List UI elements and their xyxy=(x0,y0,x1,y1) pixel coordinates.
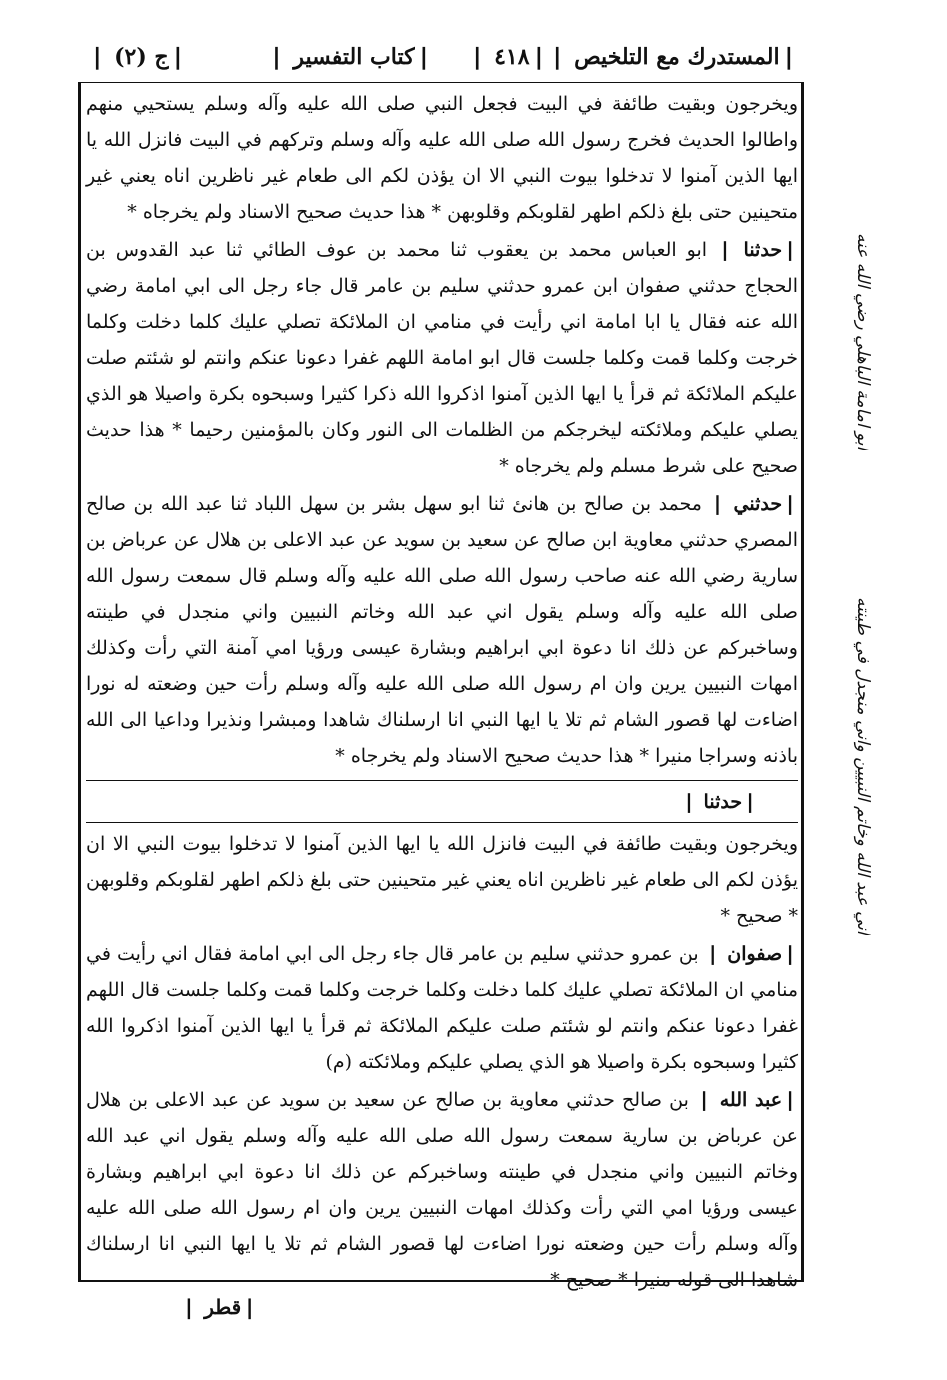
paragraph-text: محمد بن صالح بن هانئ ثنا ابو سهل بشر بن سهل اللباد ثنا عبد الله بن صالح المصري حدثني معاوية ابن صالح عن سعيد بن سويد عن عبد الاعلى بن هلال عن عرباض بن سارية رضي الله عنه صاحب رسول الله صلى الله عليه وآله وسلم قال سمعت رسول الله صلى الله عليه وآله وسلم يقول اني عبد الله وخاتم النبيين واني منجدل في طينته وساخبركم عن ذلك انا دعوة ابي ابراهيم وبشارة عيسى ورؤيا امي آمنة التي رأت وكذلك امهات النبيين يرين وان ام رسول الله صلى الله عليه وآله وسلم رأت حين وضعته له نورا اضاءت لها قصور الشام ثم تلا يا ايها النبي انا ارسلناك شاهدا ومبشرا ونذيرا وداعيا الى الله باذنه وسراجا منيرا * هذا حديث صحيح الاسناد ولم يخرجاه * xyxy=(86,493,798,767)
margin-note-2: اني عبد الله وخاتم النبيين واني منجدل في طينته xyxy=(853,597,873,935)
page-number: ❘ ٤١٨ ❘ xyxy=(468,44,548,70)
hadith-lead: ❘ حدثني ❘ xyxy=(710,493,799,515)
paragraph xyxy=(86,1082,798,1298)
paragraph xyxy=(86,232,798,484)
hadith-lead: ❘ عبد الله ❘ xyxy=(696,1089,798,1111)
volume-label: ❘ ج (٢) ❘ xyxy=(88,44,187,70)
hadith-lead: ❘ حدثنا ❘ xyxy=(717,239,798,261)
talkhis-heading xyxy=(86,784,798,820)
margin-note-1: ابو امامة الباهلي رضي الله عنه xyxy=(853,232,873,450)
footer-label: ❘ قطر ❘ xyxy=(180,1295,258,1319)
chapter-title: ❘ كتاب التفسير ❘ xyxy=(267,44,433,70)
paragraph-text: ابو العباس محمد بن يعقوب ثنا محمد بن عوف الطائي ثنا عبد القدوس بن الحجاج حدثني صفوان ابن عمرو حدثني سليم بن عامر قال جاء رجل الى ابي امامة رضي الله عنه فقال يا ابا امامة اني رأيت في منامي ان الملائكة تصلي عليك كلما دخلت وكلما خرجت وكلما قمت وكلما جلست قال ابو امامة اللهم غفرا دعونا عنكم وانتم لو شئتم صلت عليكم الملائكة ثم قرأ يا ايها الذين آمنوا اذكروا الله ذكرا كثيرا وسبحوه بكرة واصيلا هو الذي يصلي عليكم وملائكته ليخرجكم من الظلمات الى النور وكان بالمؤمنين رحيما * هذا حديث صحيح على شرط مسلم ولم يخرجاه * xyxy=(86,239,798,477)
paragraph-text: بن عمرو حدثني سليم بن عامر قال جاء رجل الى ابي امامة فقال اني رأيت في منامي ان الملائكة تصلي عليك كلما دخلت وكلما خرجت وكلما قمت وكلما جلست قال اللهم غفرا دعونا عنكم وانتم لو شئتم صلت عليكم الملائكة ثم قرأ يا ايها الذين آمنوا اذكروا الله كثيرا وسبحوه بكرة واصيلا هو الذي يصلي عليكم وملائكته (م) xyxy=(86,943,798,1073)
book-title: ❘ المستدرك مع التلخيص ❘ xyxy=(548,44,798,70)
paragraph xyxy=(86,486,798,774)
section-divider xyxy=(86,822,798,823)
paragraph-text: بن صالح حدثني معاوية بن صالح عن سعيد بن سويد عن عبد الاعلى بن هلال عن عرباض بن سارية سمعت رسول الله صلى الله عليه وآله وسلم يقول اني عبد الله وخاتم النبيين واني منجدل في طينته وساخبركم عن ذلك انا دعوة ابي ابراهيم وبشارة عيسى ورؤيا امي التي رأت وكذلك امهات النبيين يرين وان ام رسول الله صلى الله عليه وآله وسلم رأت حين وضعته نورا اضاءت لها قصور الشام ثم تلا يا ايها النبي انا ارسلناك شاهدا الى قوله منيرا * صحيح * xyxy=(86,1089,798,1291)
paragraph xyxy=(86,936,798,1080)
paragraph-text: ويخرجون وبقيت طائفة في البيت فانزل الله يا ايها الذين آمنوا لا تدخلوا بيوت النبي الا ان يؤذن لكم الى طعام غير ناظرين اناه يعني غير متحينين حتى بلغ ذلكم اطهر لقلوبكم وقلوبهن * صحيح * xyxy=(86,833,798,927)
hadith-lead: ❘ صفوان ❘ xyxy=(705,943,798,965)
talkhis-heading-label: ❘ حدثنا ❘ xyxy=(681,791,758,813)
talkhis-text xyxy=(86,826,798,1291)
mustadrak-text xyxy=(86,86,798,776)
paragraph-text: ويخرجون وبقيت طائفة في البيت فجعل النبي صلى الله عليه وآله وسلم يستحيي منهم واطالوا الحديث فخرج رسول الله صلى الله عليه وآله وسلم وتركهم في البيت فانزل الله يا ايها الذين آمنوا لا تدخلوا بيوت النبي الا ان يؤذن لكم الى طعام غير ناظرين اناه يعني غير متحينين حتى بلغ ذلكم اطهر لقلوبكم وقلوبهن * هذا حديث صحيح الاسناد ولم يخرجاه * xyxy=(86,93,798,223)
running-header xyxy=(88,40,798,78)
paragraph xyxy=(86,86,798,230)
footer-signature xyxy=(118,1290,258,1324)
paragraph xyxy=(86,826,798,934)
section-divider xyxy=(86,780,798,781)
